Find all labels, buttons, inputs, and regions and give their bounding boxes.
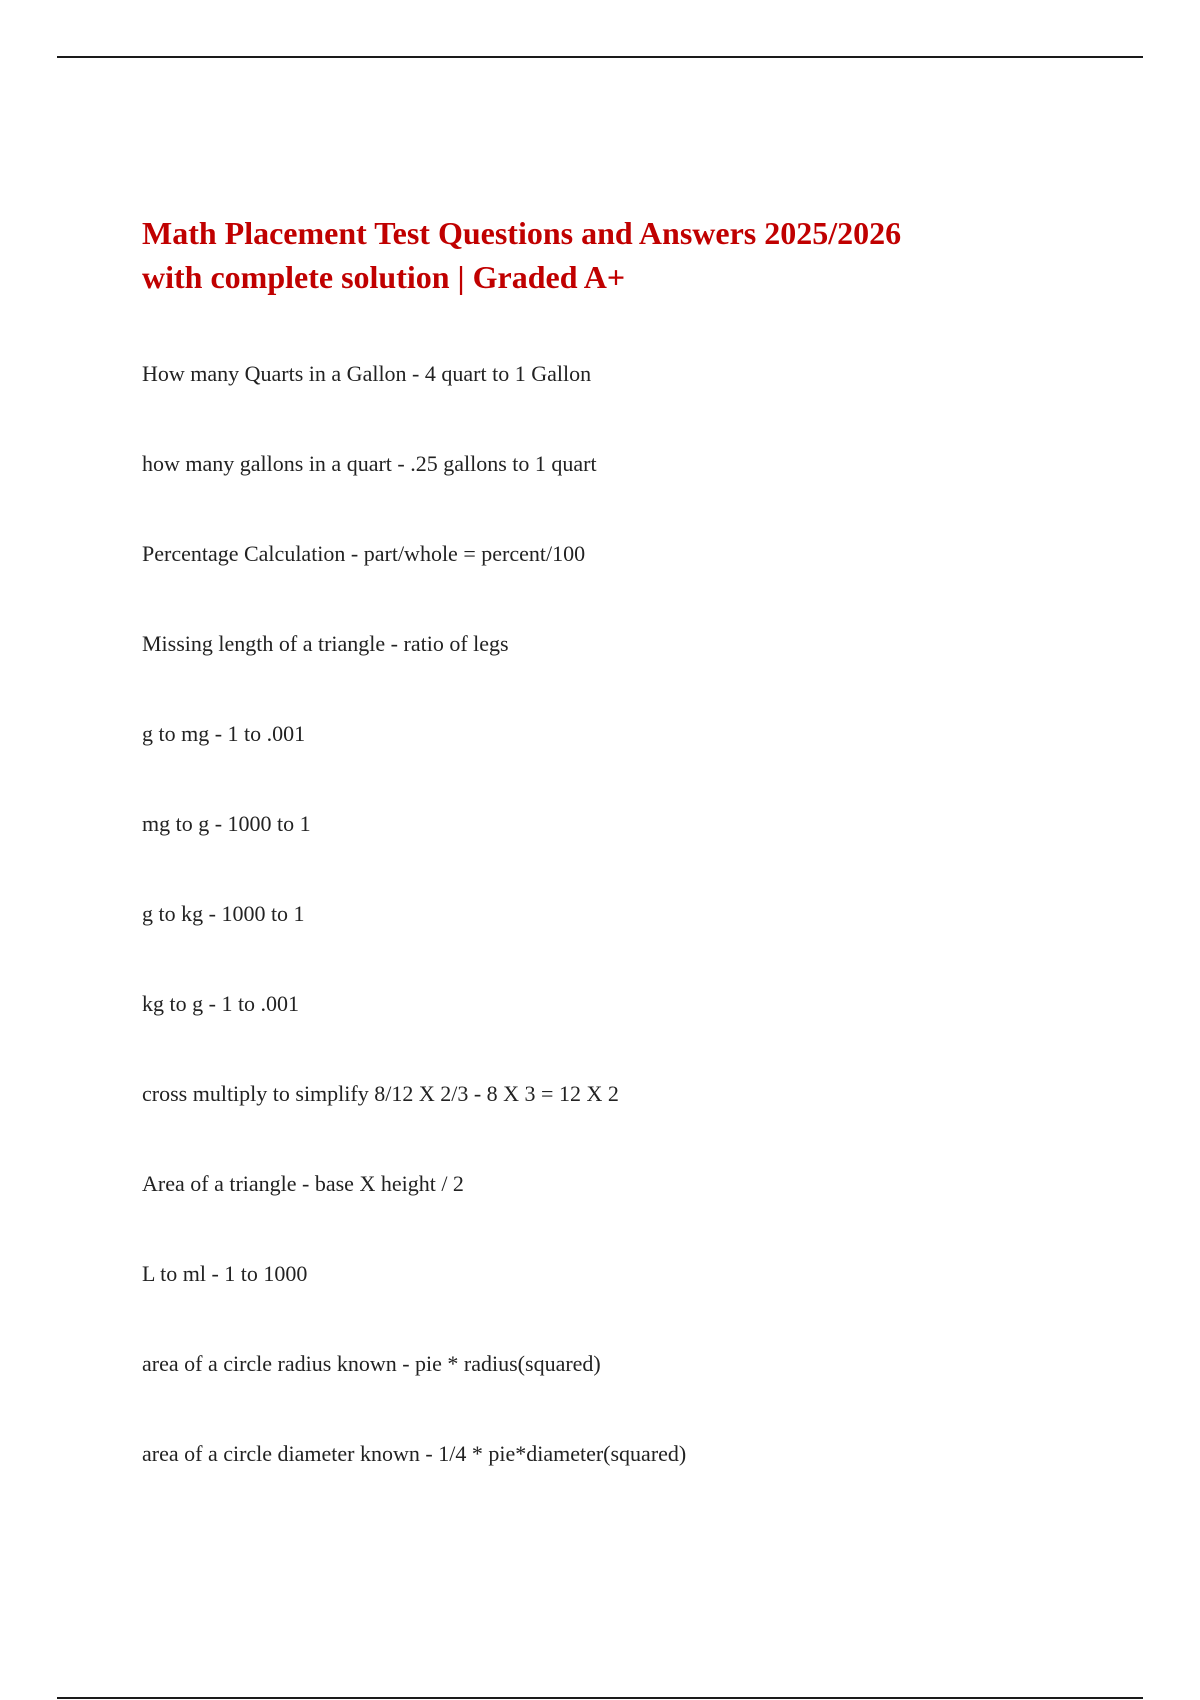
document-body [142,211,1042,1466]
qa-item: mg to g - 1000 to 1 [142,811,311,836]
qa-item: Missing length of a triangle - ratio of legs [142,631,509,656]
page-top-rule [57,56,1143,58]
qa-item: L to ml - 1 to 1000 [142,1261,308,1286]
page-bottom-rule [57,1697,1143,1699]
qa-item: how many gallons in a quart - .25 gallons to 1 quart [142,451,597,476]
qa-item: Area of a triangle - base X height / 2 [142,1171,464,1196]
qa-item: How many Quarts in a Gallon - 4 quart to 1 Gallon [142,361,592,386]
qa-item: cross multiply to simplify 8/12 X 2/3 - 8 X 3 = 12 X 2 [142,1081,619,1106]
document-title-line-1: Math Placement Test Questions and Answers 2025/2026 [142,215,902,251]
qa-item: g to mg - 1 to .001 [142,721,306,746]
qa-item: area of a circle diameter known - 1/4 * pie*diameter(squared) [142,1441,687,1466]
qa-list [142,361,686,1531]
qa-item: Percentage Calculation - part/whole = percent/100 [142,541,586,566]
qa-item: area of a circle radius known - pie * radius(squared) [142,1351,601,1376]
document-title [142,211,1042,299]
qa-item: g to kg - 1000 to 1 [142,901,305,926]
qa-item: kg to g - 1 to .001 [142,991,300,1016]
document-title-line-2: with complete solution | Graded A+ [142,259,626,295]
